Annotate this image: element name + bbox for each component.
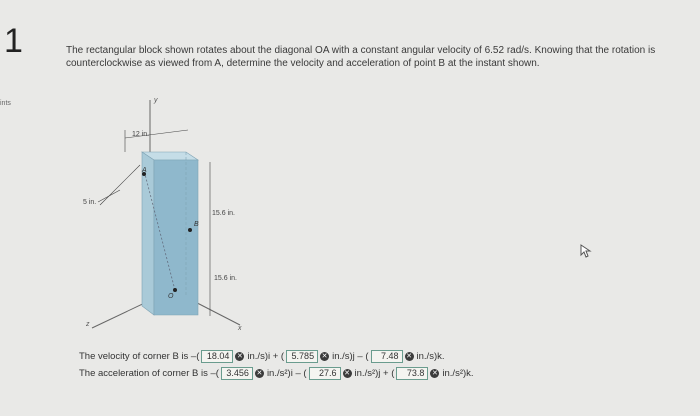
acceleration-j-input[interactable]: 27.6 (309, 367, 341, 380)
acceleration-i-input[interactable]: 3.456 (221, 367, 253, 380)
velocity-unit-1: in./s)i + ( (247, 351, 285, 362)
acceleration-answer-row (78, 365, 475, 382)
block-diagram (80, 90, 280, 340)
acceleration-unit-1: in./s²)i – ( (266, 368, 307, 379)
label-top-dim: 12 in. (132, 131, 150, 138)
side-label: ints (0, 100, 11, 107)
point-O (173, 288, 177, 292)
answer-area (78, 348, 475, 382)
acceleration-unit-3: in./s²)k. (442, 368, 474, 379)
velocity-unit-2: in./s)j – ( (332, 351, 369, 362)
block-front-face (142, 152, 154, 315)
velocity-answer-row (78, 348, 475, 365)
velocity-prefix: The velocity of corner B is –( (79, 351, 200, 362)
label-A: A (142, 167, 147, 174)
problem-statement: The rectangular block shown rotates about the diagonal OA with a constant angular velocity of 6.52 rad/s. Knowing that the rotation is counterclockwise as viewed from A, determine the velocity and acceleration of point B at the instant shown. (66, 45, 656, 69)
acceleration-k-input[interactable]: 73.8 (396, 367, 428, 380)
x-circle-icon: ✕ (406, 353, 412, 360)
label-left-dim: 5 in. (83, 199, 97, 206)
acceleration-prefix: The acceleration of corner B is –( (79, 368, 219, 379)
problem-figure (80, 90, 280, 340)
acceleration-unit-2: in./s²)j + ( (354, 368, 395, 379)
velocity-unit-3: in./s)k. (416, 351, 445, 362)
point-B (188, 228, 192, 232)
question-number: 1 (4, 22, 23, 60)
x-circle-icon: ✕ (321, 353, 328, 360)
x-circle-icon: ✕ (256, 370, 263, 377)
velocity-i-input[interactable]: 18.04 (201, 350, 233, 363)
label-mid-dim: 15.6 in. (212, 210, 235, 217)
x-circle-icon: ✕ (431, 370, 438, 377)
label-x: x (238, 325, 242, 332)
velocity-k-input[interactable]: 7.48 (371, 350, 403, 363)
x-circle-icon: ✕ (344, 370, 350, 377)
label-low-dim: 15.6 in. (214, 275, 237, 282)
label-B: B (194, 221, 199, 228)
x-circle-icon: ✕ (236, 353, 243, 360)
block-side-face (154, 160, 198, 315)
mouse-cursor-icon (580, 244, 592, 258)
label-O: O (168, 293, 174, 300)
label-z: z (86, 321, 90, 328)
velocity-j-input[interactable]: 5.785 (286, 350, 318, 363)
label-y: y (154, 97, 158, 104)
